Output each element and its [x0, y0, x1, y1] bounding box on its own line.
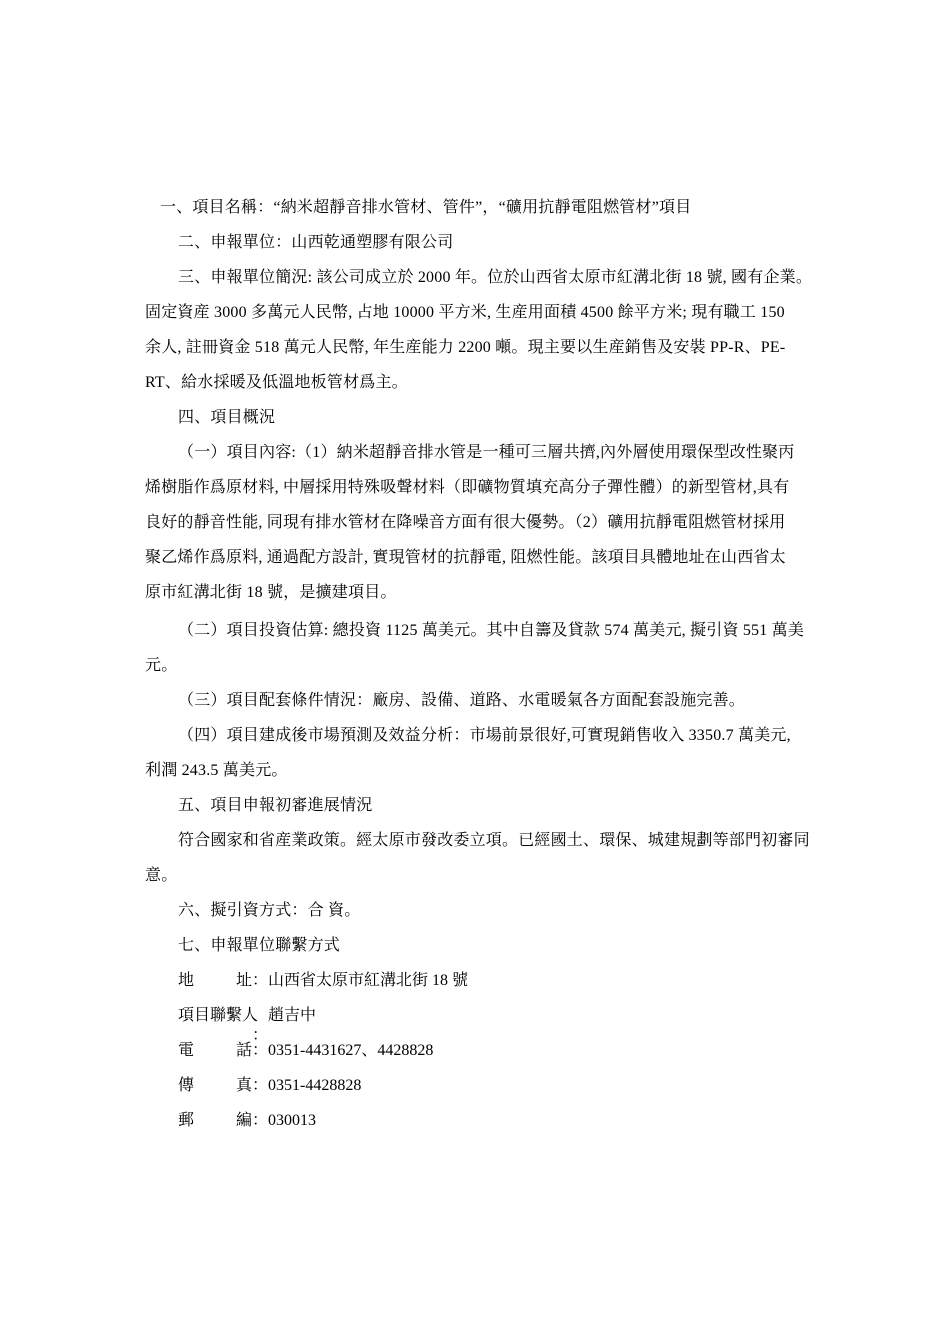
contact-row [178, 1111, 316, 1131]
contact-label-start: 地 [178, 972, 195, 989]
contact-label-start: 項目聯繫人 [178, 1007, 259, 1024]
contact-row [178, 971, 468, 991]
contact-label-end: 編： [235, 1112, 268, 1129]
text-line: 固定資産 3000 多萬元人民幣, 占地 10000 平方米, 生産用面積 4500 餘平方米; 現有職工 150 [145, 304, 785, 321]
text-line: 三、申報單位簡況: 該公司成立於 2000 年。位於山西省太原市紅溝北街 18 號, 國有企業。 [178, 269, 813, 286]
contact-label [178, 1041, 268, 1061]
text-line: （三）項目配套條件情況：廠房、設備、道路、水電暖氣各方面配套設施完善。 [178, 692, 746, 709]
contact-row [178, 1076, 361, 1096]
contact-value: 0351-4428828 [268, 1077, 362, 1094]
text-line: 四、項目概況 [178, 409, 276, 426]
contact-label-start: 電 [178, 1042, 195, 1059]
text-line: 利潤 243.5 萬美元。 [145, 762, 288, 779]
text-line: 六、擬引資方式：合 資。 [178, 902, 361, 919]
contact-row [178, 1041, 433, 1061]
contact-label-end: 址： [235, 972, 268, 989]
text-line: （一）項目內容:（1）納米超靜音排水管是一種可三層共擠,內外層使用環保型改性聚丙 [178, 444, 795, 461]
contact-label-end: 話： [235, 1042, 268, 1059]
text-line: 符合國家和省産業政策。經太原市發改委立項。已經國土、環保、城建規劃等部門初審同 [178, 832, 810, 849]
text-line: 五、項目申報初審進展情況 [178, 797, 373, 814]
contact-label [178, 1006, 268, 1046]
contact-label [178, 971, 268, 991]
text-line: 意。 [145, 867, 178, 884]
contact-label-start: 傳 [178, 1077, 195, 1094]
text-line: （二）項目投資估算: 總投資 1125 萬美元。其中自籌及貸款 574 萬美元, 擬引資 551 萬美 [178, 622, 805, 639]
contact-label-end: ： [251, 1027, 268, 1044]
contact-value: 山西省太原市紅溝北街 18 號 [268, 972, 469, 989]
contact-value: 030013 [268, 1112, 316, 1129]
text-line: 一、項目名稱：“納米超靜音排水管材、管件”，“礦用抗靜電阻燃管材”項目 [160, 199, 692, 216]
contact-label-end: 真： [235, 1077, 268, 1094]
text-line: 七、申報單位聯繫方式 [178, 937, 341, 954]
contact-value: 0351-4431627、4428828 [268, 1042, 434, 1059]
contact-label [178, 1076, 268, 1096]
contact-label [178, 1111, 268, 1131]
text-line: 聚乙烯作爲原料, 通過配方設計, 實現管材的抗靜電, 阻燃性能。該項目具體地址在山西省太 [145, 549, 786, 566]
text-line: 良好的靜音性能, 同現有排水管材在降噪音方面有很大優勢。（2）礦用抗靜電阻燃管材採用 [145, 514, 786, 531]
text-line: RT、給水採暖及低溫地板管材爲主。 [145, 374, 408, 391]
contact-row [178, 1006, 316, 1046]
text-line: 二、申報單位：山西乾通塑膠有限公司 [178, 234, 454, 251]
contact-label-start: 郵 [178, 1112, 195, 1129]
text-line: 元。 [145, 657, 178, 674]
text-line: 烯樹脂作爲原材料, 中層採用特殊吸聲材料（即礦物質填充高分子彈性體）的新型管材,具有 [145, 479, 790, 496]
text-line: 原市紅溝北街 18 號，是擴建項目。 [145, 584, 397, 601]
text-line: 余人, 註冊資金 518 萬元人民幣, 年生産能力 2200 噸。現主要以生産銷售及安裝 PP-R、PE- [145, 339, 786, 356]
contact-value: 趙吉中 [268, 1007, 317, 1024]
text-line: （四）項目建成後市場預測及效益分析：市場前景很好,可實現銷售收入 3350.7 萬美元, [178, 727, 791, 744]
